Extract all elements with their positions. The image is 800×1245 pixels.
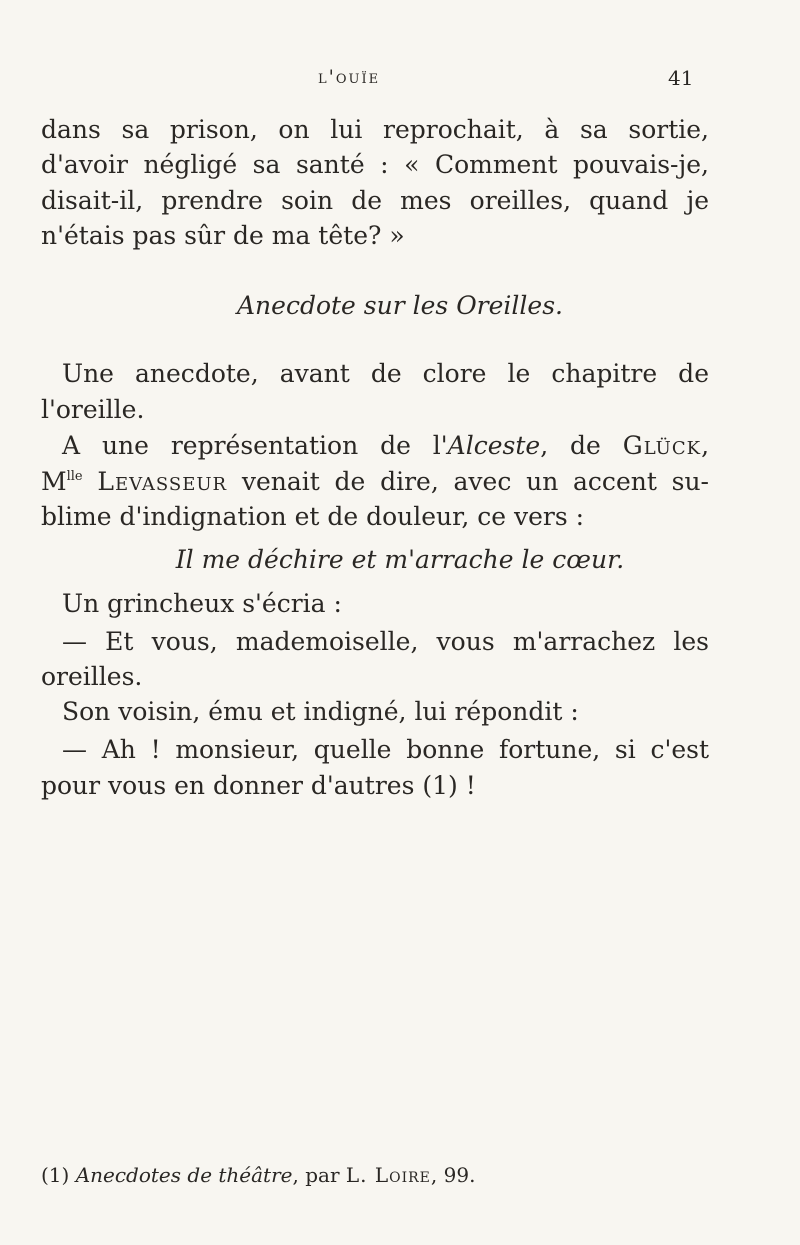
superscript: lle [66, 469, 83, 484]
footnote-title: Anecdotes de théâtre [75, 1163, 293, 1187]
text-line: — Ah ! monsieur, quelle bonne fortune, si c'est [62, 735, 709, 764]
text-line: Son voisin, ému et indigné, lui répondit : [62, 697, 579, 726]
running-head [0, 66, 800, 96]
text-line: disait-il, prendre soin de mes oreilles, quand je [41, 186, 709, 215]
text-line: blime d'indignation et de douleur, ce vers : [41, 502, 585, 531]
text-line [41, 464, 709, 500]
text-line: Un grincheux s'écria : [62, 589, 342, 618]
text-line: pour vous en donner d'autres (1) ! [41, 771, 476, 800]
running-title: l'ouïe [318, 66, 381, 88]
verse-quote: Il me déchire et m'arrache le cœur. [175, 545, 625, 574]
section-title: Anecdote sur les Oreilles. [237, 291, 563, 320]
text-span: , par [292, 1163, 346, 1187]
composer-name: Glück [622, 431, 702, 460]
text-line: n'étais pas sûr de ma tête? » [41, 221, 405, 250]
text-span: , 99. [430, 1163, 476, 1187]
text-line: dans sa prison, on lui reprochait, à sa sortie, [41, 115, 709, 144]
work-title: Alceste [447, 431, 541, 460]
text-line: d'avoir négligé sa santé : « Comment pouvais-je, [41, 150, 709, 179]
text-line: — Et vous, mademoiselle, vous m'arrachez les [62, 627, 709, 656]
singer-name: Levasseur [97, 467, 228, 496]
footnote [41, 1160, 709, 1190]
text-span: , [701, 431, 710, 460]
page-number: 41 [668, 66, 694, 90]
text-span: , de [540, 431, 623, 460]
text-line [62, 428, 709, 464]
text-line: oreilles. [41, 662, 143, 691]
text-span: A une représentation de l' [62, 431, 448, 460]
text-line: Une anecdote, avant de clore le chapitre de [62, 359, 709, 388]
text-line: l'oreille. [41, 395, 145, 424]
text-span: M [41, 467, 67, 496]
text-span: venait de dire, avec un accent su- [227, 467, 709, 496]
footnote-author: L. Loire [345, 1163, 431, 1187]
footnote-marker: (1) [41, 1163, 76, 1187]
